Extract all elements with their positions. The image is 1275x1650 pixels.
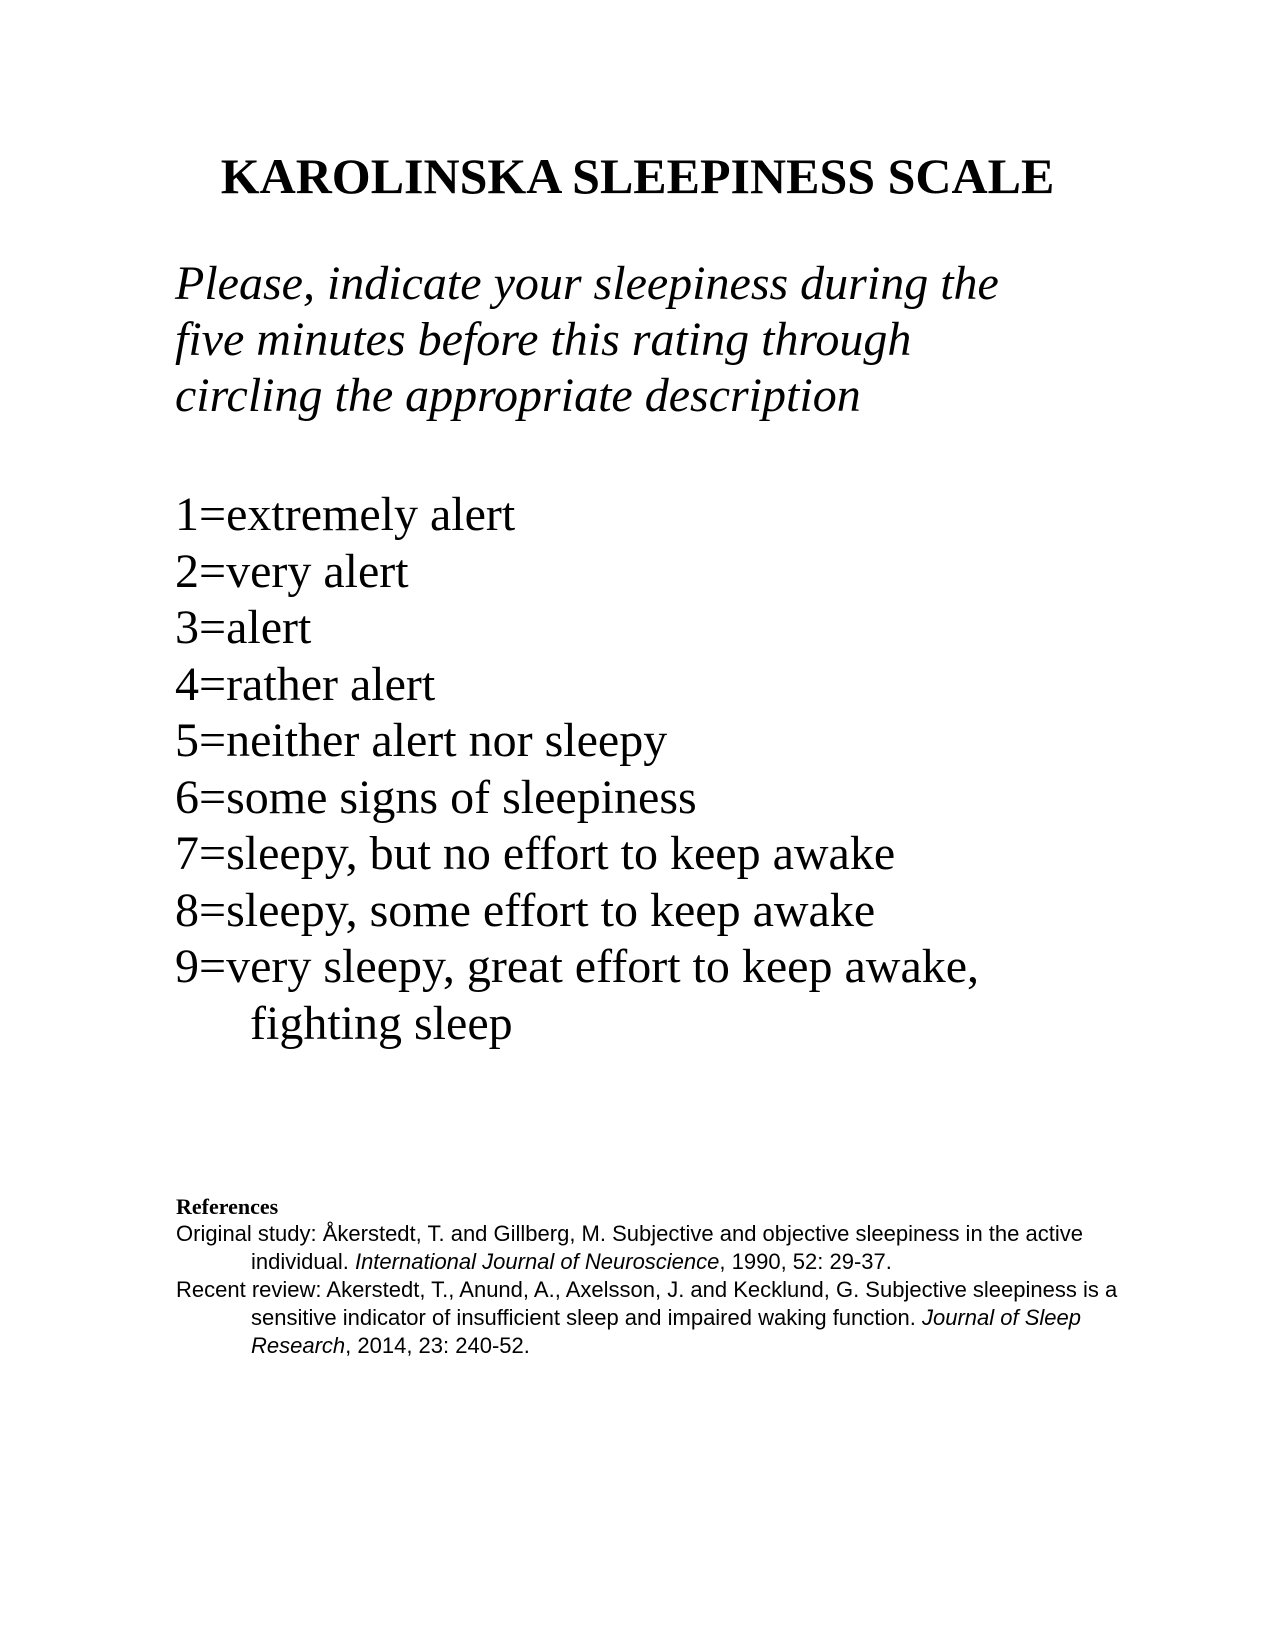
instructions-text xyxy=(175,256,1175,424)
references-section xyxy=(176,1194,1136,1360)
scale-item-4: 4=rather alert xyxy=(175,657,436,711)
reference-citation: , 1990, 52: 29-37. xyxy=(719,1249,892,1274)
sleepiness-scale-list xyxy=(175,487,1175,1052)
reference-journal: International Journal of Neuroscience xyxy=(354,1249,720,1274)
instructions-line: Please, indicate your sleepiness during the xyxy=(175,257,999,310)
scale-item-8: 8=sleepy, some effort to keep awake xyxy=(175,883,876,937)
reference-text: Recent review: Akerstedt, T., Anund, A., Axelsson, J. and Kecklund, G. Subjective sleepiness is a sensitive indicator of insufficient sleep and impaired waking function. xyxy=(176,1277,1118,1330)
instructions-line: five minutes before this rating through xyxy=(175,313,912,366)
scale-item-9: 9=very sleepy, great effort to keep awake, xyxy=(175,940,980,993)
scale-item-5: 5=neither alert nor sleepy xyxy=(175,714,668,767)
scale-item-9-continuation: fighting sleep xyxy=(250,996,513,1050)
scale-item-6: 6=some signs of sleepiness xyxy=(175,770,697,824)
reference-text: Original study: Åkerstedt, T. and Gillberg, M. Subjective and objective sleepiness in the active individual. xyxy=(176,1221,1083,1274)
references-heading: References xyxy=(176,1194,279,1219)
scale-item-1: 1=extremely alert xyxy=(175,488,516,541)
page-title: KAROLINSKA SLEEPINESS SCALE xyxy=(220,148,1055,204)
reference-recent-review xyxy=(176,1276,1136,1360)
reference-original-study xyxy=(176,1220,1136,1276)
scale-item-7: 7=sleepy, but no effort to keep awake xyxy=(175,827,896,880)
instructions-line: circling the appropriate description xyxy=(175,369,861,422)
reference-journal: Journal of Sleep Research xyxy=(251,1305,1081,1358)
scale-item-2: 2=very alert xyxy=(175,544,409,598)
scale-item-3: 3=alert xyxy=(175,601,312,654)
reference-citation: , 2014, 23: 240-52. xyxy=(345,1333,530,1358)
